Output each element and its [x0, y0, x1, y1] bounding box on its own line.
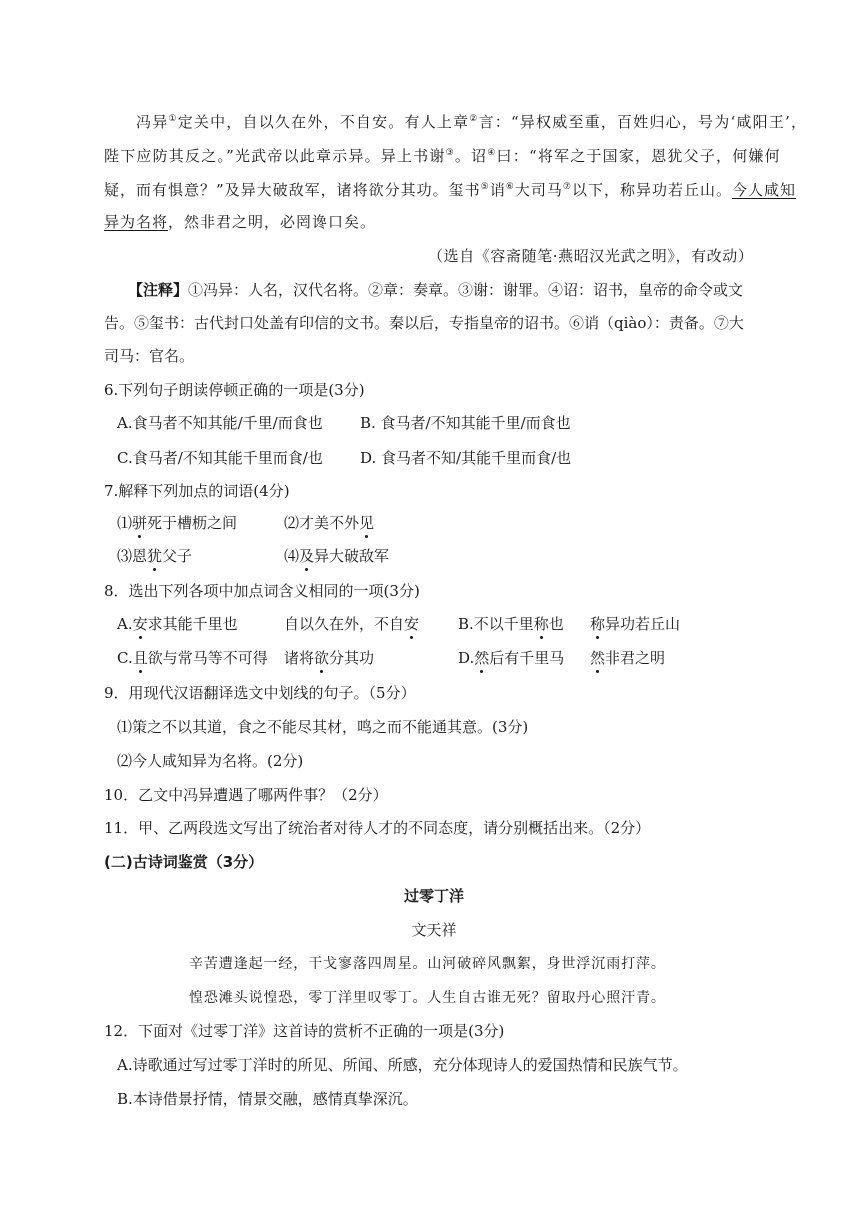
- passage-text: 。诏: [454, 147, 488, 165]
- poem-author: 文天祥: [411, 921, 457, 939]
- item-text: A.: [117, 615, 133, 633]
- question-11: 11．甲、乙两段选文写出了统治者对待人才的不同态度，请分别概括出来。（2分）: [104, 819, 651, 837]
- passage-line-3: [104, 180, 796, 200]
- dotted-word: 安: [132, 615, 148, 633]
- dotted-word: 然: [474, 649, 490, 667]
- item-text: 求其能千里也: [147, 615, 238, 633]
- item-text: 异大破敌军: [314, 547, 390, 565]
- question-8-option-b1: [458, 614, 564, 634]
- item-text: 诸将: [284, 649, 315, 667]
- dotted-word: 及: [299, 547, 315, 565]
- item-text: B.不以千里: [458, 615, 534, 633]
- item-text: 后有千里马: [489, 649, 565, 667]
- item-text: 欲与常马等不可得: [147, 649, 268, 667]
- footnote-marker: ⑤: [480, 182, 490, 192]
- question-7-item-2: [284, 513, 374, 533]
- dotted-word: 欲: [314, 649, 330, 667]
- passage-source: （选自《容斋随笔·燕昭汉光武之明》，有改动）: [428, 247, 754, 265]
- question-7-stem: 7.解释下列加点的词语(4分): [104, 482, 290, 500]
- question-8-stem: 8．选出下列各项中加点词含义相同的一项(3分): [104, 582, 420, 600]
- item-text: 父子: [162, 547, 193, 565]
- footnote-marker: ④: [487, 148, 497, 158]
- dotted-word: 且: [132, 649, 148, 667]
- underlined-sentence: 今人咸知: [731, 181, 796, 199]
- footnote-marker: ⑥: [505, 182, 515, 192]
- question-6-option-b: B. 食马者/不知其能千里/而食也: [360, 414, 571, 432]
- dotted-word: 见: [359, 514, 375, 532]
- underlined-sentence: 异为名将: [104, 213, 169, 231]
- item-text: ⑷: [284, 547, 300, 565]
- item-text: 死于槽枥之间: [147, 514, 238, 532]
- question-7-item-3: [117, 546, 192, 566]
- item-text: ⑴: [117, 514, 133, 532]
- dotted-word: 称: [533, 615, 549, 633]
- dotted-word: 骈: [132, 514, 148, 532]
- item-text: 自以久在外，不自: [284, 615, 405, 633]
- passage-line-2: [104, 146, 781, 166]
- question-8-option-b2: [590, 614, 680, 634]
- dotted-word: 安: [404, 615, 420, 633]
- question-6-option-a: A.食马者不知其能/千里/而食也: [117, 414, 323, 432]
- dotted-word: 然: [590, 649, 606, 667]
- notes-line-1: [128, 280, 743, 300]
- question-12-stem: 12．下面对《过零丁洋》这首诗的赏析不正确的一项是(3分): [104, 1022, 505, 1040]
- question-9-item-1: ⑴策之不以其道，食之不能尽其材，鸣之而不能通其意。(3分): [117, 718, 529, 736]
- item-text: C.: [117, 649, 133, 667]
- question-8-option-d2: [590, 648, 665, 668]
- passage-text: 大司马: [514, 181, 563, 199]
- question-9-item-2: ⑵今人咸知异为名将。(2分): [117, 752, 304, 770]
- footnote-marker: ⑦: [562, 182, 572, 192]
- passage-text: 言：“异权威至重，百姓归心，号为‘咸阳王’，: [478, 113, 808, 131]
- footnote-marker: ②: [469, 114, 479, 124]
- notes-label: 【注释】: [128, 281, 189, 299]
- question-7-item-4: [284, 546, 389, 566]
- dotted-word: 犹: [147, 547, 163, 565]
- question-7-item-1: [117, 513, 237, 533]
- item-text: 分其功: [329, 649, 375, 667]
- section-heading: (二)古诗词鉴赏（3分）: [104, 853, 264, 871]
- question-6-option-c: C.食马者/不知其能千里而食/也: [117, 449, 323, 467]
- poem-title: 过零丁洋: [403, 887, 464, 905]
- passage-text: 冯异: [136, 113, 169, 131]
- item-text: 也: [548, 615, 564, 633]
- item-text: D.: [458, 649, 475, 667]
- poem-line-1: 辛苦遭逢起一经，干戈寥落四周星。山河破碎风飘絮，身世浮沉雨打萍。: [189, 956, 666, 972]
- question-12-option-a: A.诗歌通过写过零丁洋时的所见、所闻、所感，充分体现诗人的爱国热情和民族气节。: [117, 1056, 688, 1074]
- poem-line-2: 惶恐滩头说惶恐，零丁洋里叹零丁。人生自古谁无死？留取丹心照汗青。: [189, 990, 666, 1006]
- notes-line-2: 告。⑤玺书：古代封口处盖有印信的文书。秦以后，专指皇帝的诏书。⑥诮（qiào）：责备。⑦大: [104, 314, 744, 332]
- question-10: 10．乙文中冯异遭遇了哪两件事？（2分）: [104, 786, 388, 804]
- question-8-option-c2: [284, 648, 374, 668]
- question-6-option-d: D. 食马者不知/其能千里而食/也: [360, 449, 572, 467]
- question-8-option-d1: [458, 648, 564, 668]
- footnote-marker: ①: [168, 114, 178, 124]
- passage-text: ，然非君之明，必罔谗口矣。: [168, 213, 377, 231]
- passage-text: 疑，而有惧意？”及异大破敌军，诸将欲分其功。玺书: [104, 181, 481, 199]
- passage-line-1: [136, 112, 807, 132]
- item-text: 非君之明: [605, 649, 666, 667]
- item-text: ⑵才美不外: [284, 514, 360, 532]
- question-9-stem: 9．用现代汉语翻译选文中划线的句子。（5分）: [104, 684, 416, 702]
- question-8-option-a1: [117, 614, 238, 634]
- passage-text: 以下，称异功若丘山。: [571, 181, 732, 199]
- passage-text: 诮: [489, 181, 506, 199]
- notes-line-3: 司马：官名。: [104, 347, 195, 365]
- question-12-option-b: B.本诗借景抒情，情景交融，感情真挚深沉。: [117, 1090, 418, 1108]
- notes-text: ①冯异：人名，汉代名将。②章：奏章。③谢：谢罪。④诏：诏书，皇帝的命令或文: [188, 281, 744, 299]
- question-8-option-a2: [284, 614, 419, 634]
- passage-line-4: [104, 212, 376, 232]
- passage-text: 定关中，自以久在外，不自安。有人上章: [177, 113, 470, 131]
- question-6-stem: 6.下列句子朗读停顿正确的一项是(3分): [104, 381, 365, 399]
- footnote-marker: ③: [445, 148, 455, 158]
- item-text: ⑶恩: [117, 547, 148, 565]
- passage-text: 陛下应防其反之。”光武帝以此章示异。异上书谢: [104, 147, 446, 165]
- item-text: 异功若丘山: [605, 615, 681, 633]
- passage-text: 曰：“将军之于国家，恩犹父子，何嫌何: [496, 147, 781, 165]
- dotted-word: 称: [590, 615, 606, 633]
- question-8-option-c1: [117, 648, 268, 668]
